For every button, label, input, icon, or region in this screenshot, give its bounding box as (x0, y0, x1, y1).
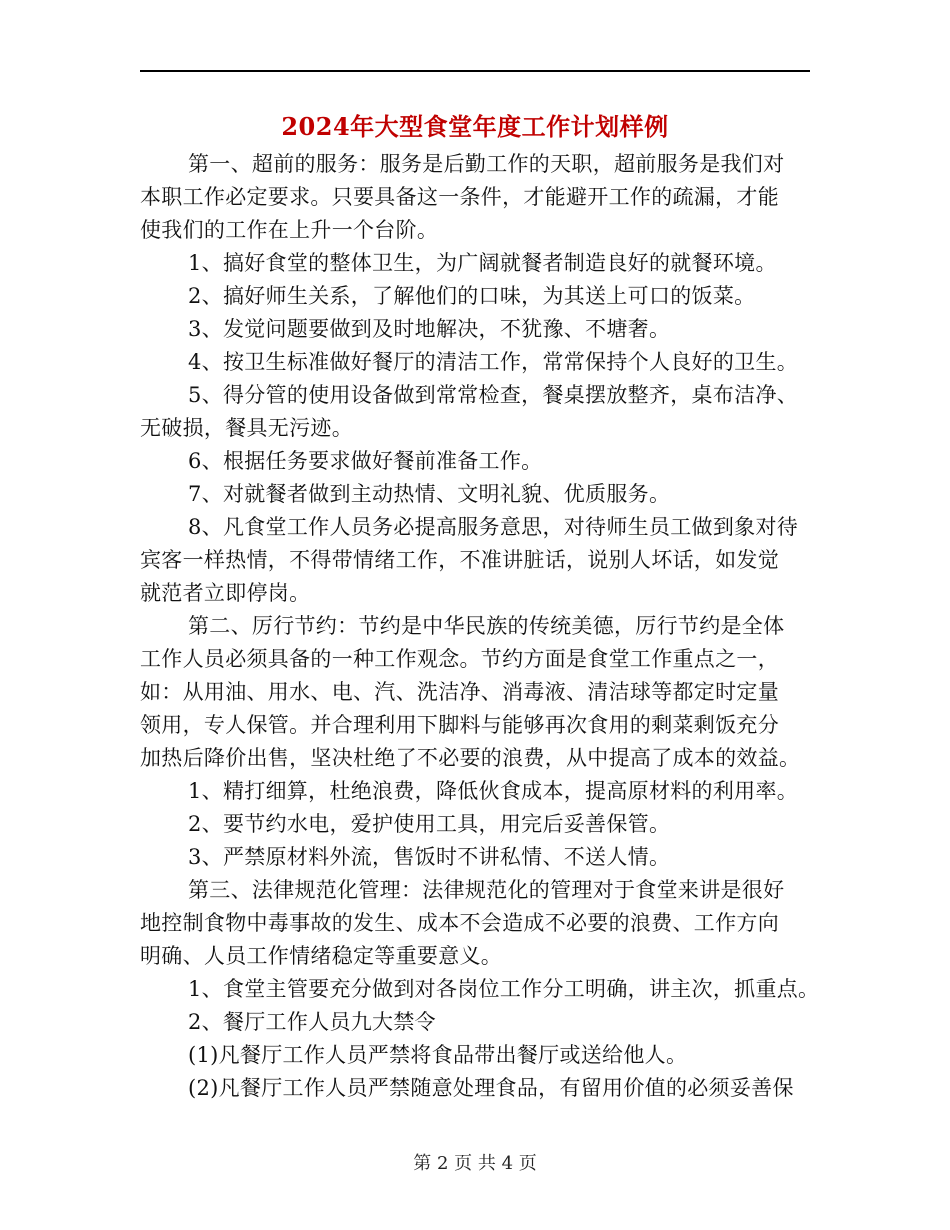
paragraph (140, 346, 830, 379)
paragraph (140, 775, 830, 808)
text-line: 第三、法律规范化管理：法律规范化的管理对于食堂来讲是很好 (188, 878, 785, 902)
text-line: 第二、厉行节约：节约是中华民族的传统美德，厉行节约是全体 (188, 614, 785, 638)
paragraph (140, 973, 830, 1006)
text-line: 1、精打细算，杜绝浪费，降低伙食成本，提高原材料的利用率。 (188, 779, 799, 803)
paragraph (140, 247, 830, 280)
paragraph (140, 841, 830, 874)
paragraph (140, 874, 830, 973)
text-line: 第一、超前的服务：服务是后勤工作的天职，超前服务是我们对 (188, 152, 785, 176)
paragraph (140, 379, 830, 445)
text-line: 1、食堂主管要充分做到对各岗位工作分工明确，讲主次，抓重点。 (188, 977, 820, 1001)
text-line: (2)凡餐厅工作人员严禁随意处理食品，有留用价值的必须妥善保 (188, 1076, 794, 1100)
text-line: 使我们的工作在上升一个台阶。 (140, 218, 439, 242)
text-line: 加热后降价出售，坚决杜绝了不必要的浪费，从中提高了成本的效益。 (140, 746, 801, 770)
text-line: 3、发觉问题要做到及时地解决，不犹豫、不塘奢。 (188, 317, 671, 341)
text-line: 地控制食物中毒事故的发生、成本不会造成不必要的浪费、工作方向 (140, 911, 779, 935)
paragraph (140, 511, 830, 610)
text-line: (1)凡餐厅工作人员严禁将食品带出餐厅或送给他人。 (188, 1043, 688, 1067)
text-line: 8、凡食堂工作人员务必提高服务意思，对待师生员工做到象对待 (188, 515, 799, 539)
text-line: 2、搞好师生关系，了解他们的口味，为其送上可口的饭菜。 (188, 284, 756, 308)
text-line: 6、根据任务要求做好餐前准备工作。 (188, 449, 543, 473)
text-line: 2、要节约水电，爱护使用工具，用完后妥善保管。 (188, 812, 671, 836)
paragraph (140, 313, 830, 346)
text-line: 就范者立即停岗。 (140, 581, 311, 605)
paragraph (140, 1039, 830, 1072)
paragraph (140, 1006, 830, 1039)
text-line: 4、按卫生标准做好餐厅的清洁工作，常常保持个人良好的卫生。 (188, 350, 799, 374)
paragraph (140, 808, 830, 841)
top-rule (140, 70, 810, 72)
text-line: 工作人员必须具备的一种工作观念。节约方面是食堂工作重点之一， (140, 647, 779, 671)
text-line: 无破损，餐具无污迹。 (140, 416, 353, 440)
text-line: 3、严禁原材料外流，售饭时不讲私情、不送人情。 (188, 845, 671, 869)
paragraph (140, 280, 830, 313)
text-line: 宾客一样热情，不得带情绪工作，不准讲脏话，说别人坏话，如发觉 (140, 548, 779, 572)
text-line: 本职工作必定要求。只要具备这一条件，才能避开工作的疏漏，才能 (140, 185, 779, 209)
text-line: 1、搞好食堂的整体卫生，为广阔就餐者制造良好的就餐环境。 (188, 251, 777, 275)
page-title: 2024年大型食堂年度工作计划样例 (281, 112, 669, 141)
text-line: 领用，专人保管。并合理利用下脚料与能够再次食用的剩菜剩饭充分 (140, 713, 779, 737)
page-footer: 第 2 页 共 4 页 (413, 1153, 537, 1174)
paragraph (140, 445, 830, 478)
text-line: 2、餐厅工作人员九大禁令 (188, 1010, 436, 1034)
text-line: 7、对就餐者做到主动热情、文明礼貌、优质服务。 (188, 482, 671, 506)
paragraph (140, 148, 830, 247)
paragraph (140, 1072, 830, 1105)
text-line: 明确、人员工作情绪稳定等重要意义。 (140, 944, 503, 968)
text-line: 如：从用油、用水、电、汽、洗洁净、消毒液、清洁球等都定时定量 (140, 680, 779, 704)
document-body (140, 148, 830, 1105)
text-line: 5、得分管的使用设备做到常常检查，餐桌摆放整齐，桌布洁净、 (188, 383, 799, 407)
paragraph (140, 478, 830, 511)
paragraph (140, 610, 830, 775)
